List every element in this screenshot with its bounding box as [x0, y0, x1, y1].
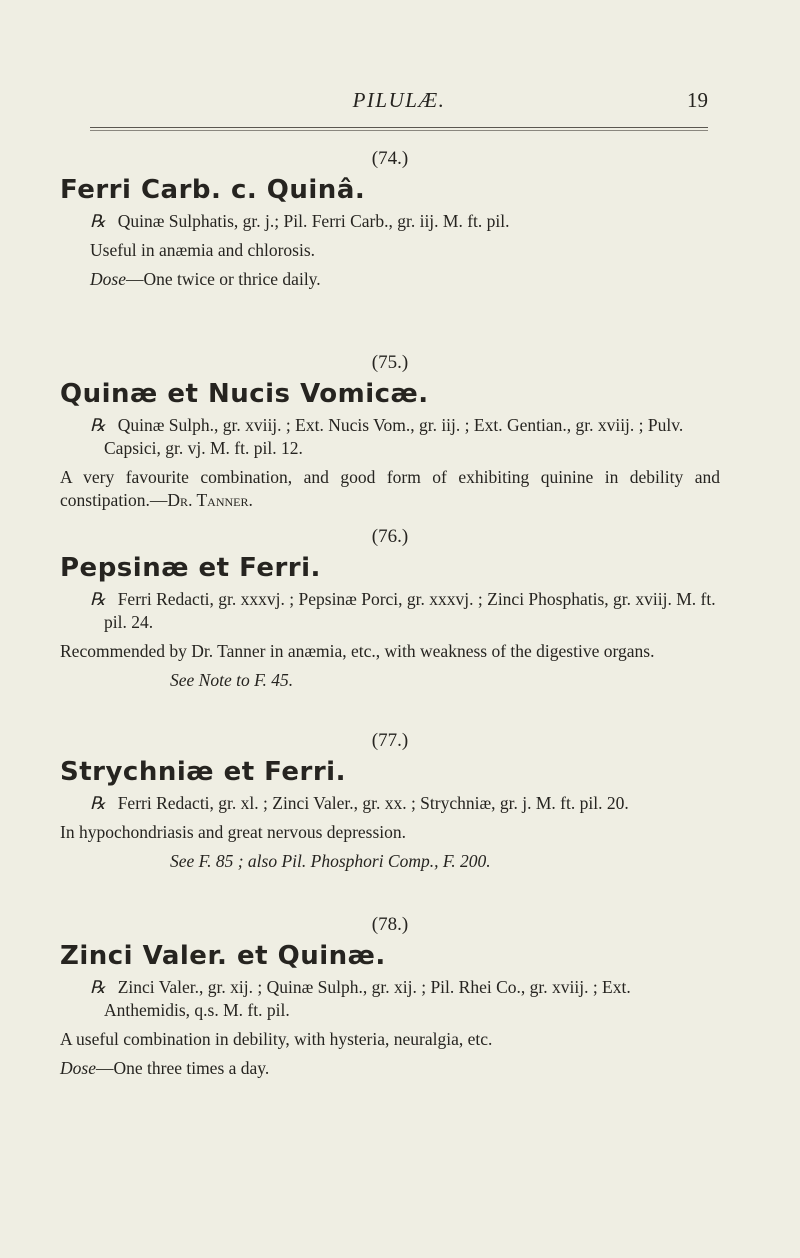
- formula-entry-78: [60, 912, 720, 1080]
- formula-note: In hypochondriasis and great nervous depression.: [60, 822, 407, 842]
- cross-reference: See Note to F. 45.: [170, 670, 294, 690]
- formula-entry-75: [60, 350, 720, 512]
- recipe-icon: ℞: [90, 977, 106, 997]
- note-author: Dr. Tanner.: [167, 490, 253, 510]
- prescription: [74, 588, 720, 634]
- cross-reference: See F. 85 ; also Pil. Phosphori Comp., F. 200.: [170, 851, 491, 871]
- dose-line: [60, 268, 720, 291]
- recipe-icon: ℞: [90, 415, 106, 435]
- formula-number: (78.): [371, 914, 409, 935]
- prescription: [74, 210, 720, 233]
- formula-number: (74.): [371, 148, 409, 169]
- formula-heading: Quinæ et Nucis Vomicæ.: [60, 379, 429, 409]
- prescription-text: Zinci Valer., gr. xij. ; Quinæ Sulph., gr. xij. ; Pil. Rhei Co., gr. xviij. ; Ext. Anthemidis, q.s. M. ft. pil.: [104, 977, 631, 1020]
- prescription-text: Quinæ Sulphatis, gr. j.; Pil. Ferri Carb., gr. iij. M. ft. pil.: [117, 211, 510, 231]
- formula-note: A useful combination in debility, with hysteria, neuralgia, etc.: [60, 1029, 493, 1049]
- recipe-icon: ℞: [90, 793, 106, 813]
- formula-heading: Ferri Carb. c. Quinâ.: [60, 175, 366, 205]
- prescription: [74, 792, 720, 815]
- formula-number: (77.): [371, 730, 409, 751]
- formula-note: Recommended by Dr. Tanner in anæmia, etc., with weakness of the digestive organs.: [60, 641, 655, 661]
- formula-entry-74: [60, 146, 720, 291]
- header-rule: [90, 127, 708, 128]
- prescription-text: Ferri Redacti, gr. xl. ; Zinci Valer., gr. xx. ; Strychniæ, gr. j. M. ft. pil. 20.: [117, 793, 629, 813]
- formula-note: [60, 466, 720, 512]
- running-header: [90, 88, 708, 122]
- prescription: [74, 976, 720, 1022]
- formula-number: (75.): [371, 352, 409, 373]
- recipe-icon: ℞: [90, 211, 106, 231]
- dose-label: Dose: [90, 269, 126, 289]
- prescription-text: Ferri Redacti, gr. xxxvj. ; Pepsinæ Porci, gr. xxxvj. ; Zinci Phosphatis, gr. xviij. M. ft. pil. 24.: [104, 589, 716, 632]
- formula-heading: Pepsinæ et Ferri.: [60, 553, 321, 583]
- header-rule-secondary: [90, 130, 708, 131]
- running-title: PILULÆ.: [352, 88, 446, 112]
- formula-note: Useful in anæmia and chlorosis.: [90, 240, 316, 260]
- recipe-icon: ℞: [90, 589, 106, 609]
- formula-number: (76.): [371, 526, 409, 547]
- dose-text: —One twice or thrice daily.: [125, 269, 321, 289]
- formula-heading: Zinci Valer. et Quinæ.: [60, 941, 386, 971]
- dose-line: [60, 1057, 720, 1080]
- formula-entry-76: [60, 524, 720, 692]
- dose-label: Dose: [60, 1058, 96, 1078]
- formula-note-text: A very favourite combination, and good form of exhibiting quinine in debility and constipation.—: [60, 467, 720, 510]
- prescription: [74, 414, 720, 460]
- formula-heading: Strychniæ et Ferri.: [60, 757, 346, 787]
- prescription-text: Quinæ Sulph., gr. xviij. ; Ext. Nucis Vom., gr. iij. ; Ext. Gentian., gr. xviij. ; Pulv. Capsici, gr. vj. M. ft. pil. 12.: [104, 415, 684, 458]
- formula-entry-77: [60, 728, 720, 873]
- page-number: 19: [687, 88, 708, 112]
- dose-text: —One three times a day.: [95, 1058, 270, 1078]
